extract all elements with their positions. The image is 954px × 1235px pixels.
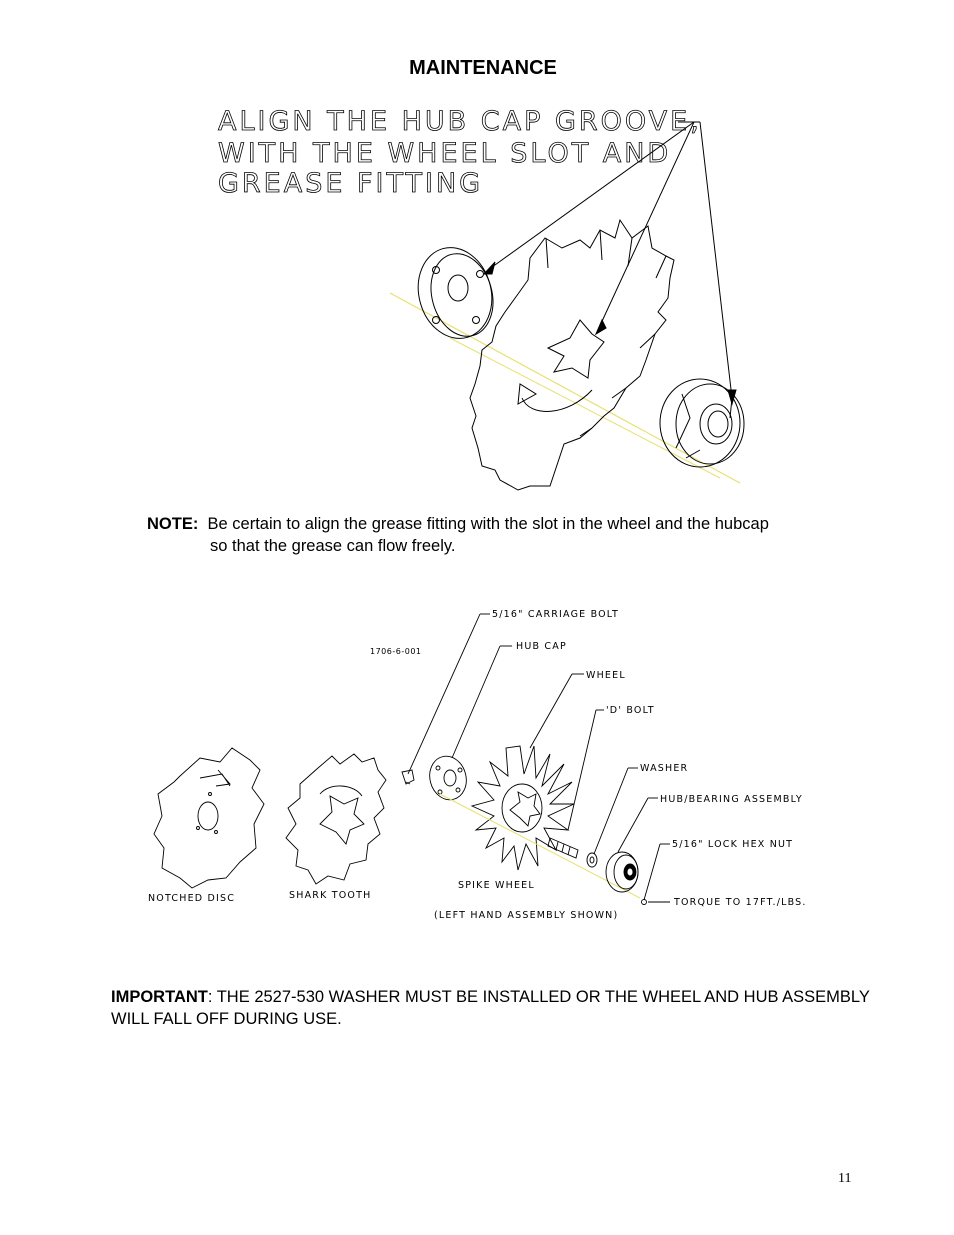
- callout-line-1: ALIGN THE HUB CAP GROOVE,: [218, 106, 702, 137]
- callout-line-3: GREASE FITTING: [218, 168, 484, 199]
- label-d-bolt: 'D' BOLT: [606, 705, 655, 716]
- label-hub-cap: HUB CAP: [516, 641, 567, 652]
- note-label: NOTE:: [147, 515, 199, 533]
- callout-line-2: WITH THE WHEEL SLOT AND: [218, 138, 672, 169]
- label-carriage-bolt: 5/16" CARRIAGE BOLT: [492, 609, 619, 620]
- label-spike-wheel: SPIKE WHEEL: [458, 880, 535, 891]
- hub-alignment-diagram: [200, 98, 760, 498]
- page-title: MAINTENANCE: [409, 57, 557, 79]
- important-label: IMPORTANT: [111, 988, 208, 1006]
- label-washer: WASHER: [640, 763, 689, 774]
- note-line-2: so that the grease can flow freely.: [210, 537, 456, 555]
- label-lock-nut: 5/16" LOCK HEX NUT: [672, 839, 794, 850]
- label-assembly-note: (LEFT HAND ASSEMBLY SHOWN): [434, 910, 619, 921]
- page-number: 11: [838, 1171, 852, 1186]
- label-shark-tooth: SHARK TOOTH: [289, 890, 372, 901]
- label-hub-bearing: HUB/BEARING ASSEMBLY: [660, 794, 803, 805]
- exploded-assembly-diagram: [140, 598, 830, 933]
- important-paragraph: [111, 986, 871, 1030]
- label-torque: TORQUE TO 17FT./LBS.: [674, 897, 807, 908]
- note-line-1: Be certain to align the grease fitting with the slot in the wheel and the hubcap: [207, 515, 769, 533]
- note-paragraph: [147, 513, 867, 557]
- important-text: : THE 2527-530 WASHER MUST BE INSTALLED OR THE WHEEL AND HUB ASSEMBLY WILL FALL OFF DURING USE.: [111, 988, 870, 1028]
- drawing-number: 1706-6-001: [370, 647, 422, 656]
- label-wheel: WHEEL: [586, 670, 626, 681]
- label-notched-disc: NOTCHED DISC: [148, 893, 236, 904]
